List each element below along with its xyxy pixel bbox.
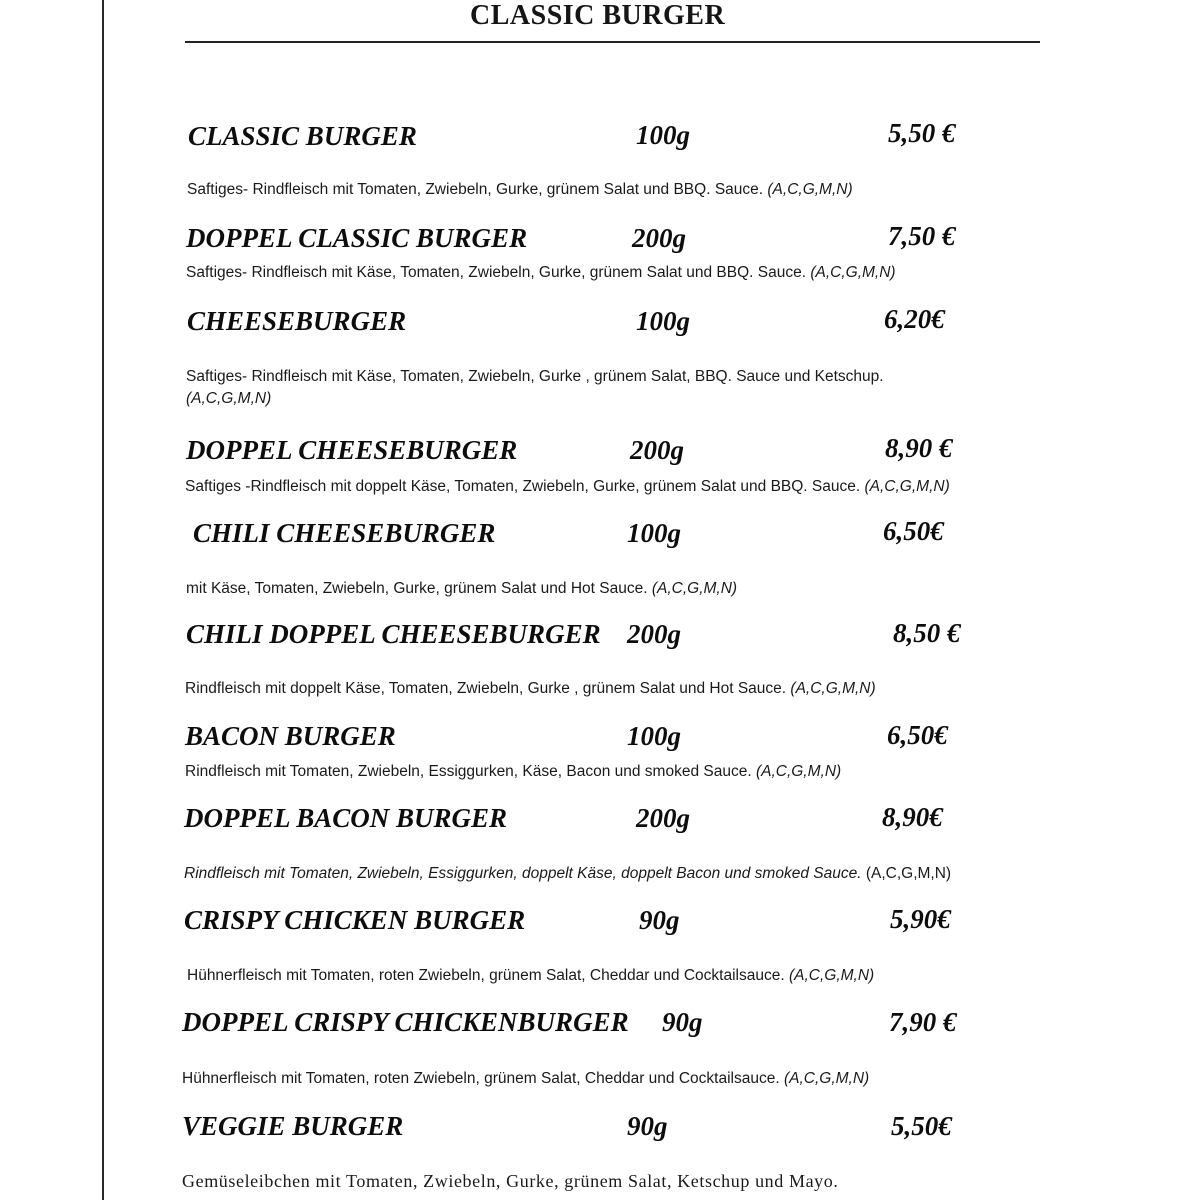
menu-item-description — [186, 368, 884, 408]
menu-item-weight: 200g — [630, 435, 684, 465]
menu-item-name: DOPPEL CHEESEBURGER — [186, 435, 518, 465]
menu-item-name: VEGGIE BURGER — [182, 1111, 404, 1141]
menu-item-weight: 90g — [662, 1007, 703, 1037]
page-title: CLASSIC BURGER — [470, 0, 726, 31]
description-text: Rindfleisch mit Tomaten, Zwiebeln, Essiggurken, Käse, Bacon und smoked Sauce. — [185, 763, 752, 780]
allergen-codes: (A,C,G,M,N) — [788, 967, 875, 984]
description-text: Hühnerfleisch mit Tomaten, roten Zwiebeln, grünem Salat, Cheddar und Cocktailsauce. — [187, 967, 785, 984]
menu-item-price: 6,50€ — [887, 720, 948, 750]
description-text: mit Käse, Tomaten, Zwiebeln, Gurke, grünem Salat und Hot Sauce. — [186, 580, 648, 597]
menu-item-description — [185, 478, 950, 496]
menu-item-price: 8,90 € — [885, 433, 953, 463]
menu-item-description — [184, 865, 951, 883]
allergen-codes: (A,C,G,M,N) — [755, 763, 842, 780]
description-text: Saftiges- Rindfleisch mit Käse, Tomaten, Zwiebeln, Gurke , grünem Salat, BBQ. Sauce und Ketschup. — [186, 368, 884, 385]
description-text: Saftiges -Rindfleisch mit doppelt Käse, Tomaten, Zwiebeln, Gurke, grünem Salat und BBQ. Sauce. — [185, 478, 861, 495]
menu-item-description — [186, 580, 737, 598]
menu-item-description — [182, 1171, 838, 1192]
menu-item-name: CLASSIC BURGER — [188, 121, 417, 151]
allergen-codes: (A,C,G,M,N) — [783, 1070, 870, 1087]
menu-item-name: CHILI DOPPEL CHEESEBURGER — [186, 619, 601, 649]
menu-item-price: 8,90€ — [882, 802, 943, 832]
description-text: Saftiges- Rindfleisch mit Tomaten, Zwiebeln, Gurke, grünem Salat und BBQ. Sauce. — [187, 181, 764, 198]
menu-item-weight: 100g — [636, 120, 690, 150]
allergen-codes: (A,C,G,M,N) — [651, 580, 738, 597]
menu-item-weight: 100g — [627, 721, 681, 751]
menu-item-weight: 90g — [627, 1111, 668, 1141]
allergen-codes: (A,C,G,M,N) — [767, 181, 853, 198]
menu-item-description — [182, 1070, 869, 1088]
allergen-codes: (A,C,G,M,N) — [790, 680, 876, 697]
description-text: Rindfleisch mit doppelt Käse, Tomaten, Zwiebeln, Gurke , grünem Salat und Hot Sauce. — [185, 680, 787, 697]
menu-item-name: CRISPY CHICKEN BURGER — [184, 905, 526, 935]
menu-item-price: 6,20€ — [884, 304, 945, 334]
menu-item-name: DOPPEL CRISPY CHICKENBURGER — [182, 1007, 629, 1037]
menu-item-weight: 100g — [627, 518, 681, 548]
menu-item-description — [186, 264, 896, 282]
menu-item-weight: 100g — [636, 306, 690, 336]
menu-item-price: 7,90 € — [889, 1007, 957, 1037]
description-text: Hühnerfleisch mit Tomaten, roten Zwiebeln, grünem Salat, Cheddar und Cocktailsauce. — [182, 1070, 780, 1087]
allergen-codes: (A,C,G,M,N) — [186, 390, 272, 407]
title-divider — [185, 41, 1040, 43]
menu-item-name: BACON BURGER — [185, 721, 396, 751]
description-text: Rindfleisch mit Tomaten, Zwiebeln, Essiggurken, doppelt Käse, doppelt Bacon und smoked Sauce. — [184, 865, 862, 882]
menu-item-description — [187, 181, 853, 199]
menu-item-price: 5,90€ — [890, 904, 951, 934]
menu-item-weight: 200g — [627, 619, 681, 649]
menu-item-price: 6,50€ — [883, 516, 944, 546]
allergen-codes: (A,C,G,M,N) — [864, 478, 950, 495]
allergen-codes: (A,C,G,M,N) — [865, 865, 952, 882]
menu-item-weight: 200g — [632, 223, 686, 253]
menu-item-price: 7,50 € — [888, 221, 956, 251]
page-border-line — [102, 0, 104, 1200]
menu-item-name: CHILI CHEESEBURGER — [193, 518, 496, 548]
menu-item-price: 8,50 € — [893, 618, 961, 648]
menu-item-description — [185, 680, 876, 698]
menu-item-name: DOPPEL CLASSIC BURGER — [186, 223, 528, 253]
menu-item-description — [185, 763, 841, 781]
menu-item-price: 5,50€ — [891, 1111, 952, 1141]
menu-item-price: 5,50 € — [888, 118, 956, 148]
menu-item-weight: 90g — [639, 905, 680, 935]
description-text: Saftiges- Rindfleisch mit Käse, Tomaten, Zwiebeln, Gurke, grünem Salat und BBQ. Sauce. — [186, 264, 807, 281]
menu-item-weight: 200g — [636, 803, 690, 833]
allergen-codes: (A,C,G,M,N) — [810, 264, 896, 281]
description-text: Gemüseleibchen mit Tomaten, Zwiebeln, Gurke, grünem Salat, Ketschup und Mayo. — [182, 1171, 839, 1191]
menu-item-description — [187, 967, 874, 985]
menu-item-name: DOPPEL BACON BURGER — [184, 803, 508, 833]
menu-item-name: CHEESEBURGER — [187, 306, 407, 336]
